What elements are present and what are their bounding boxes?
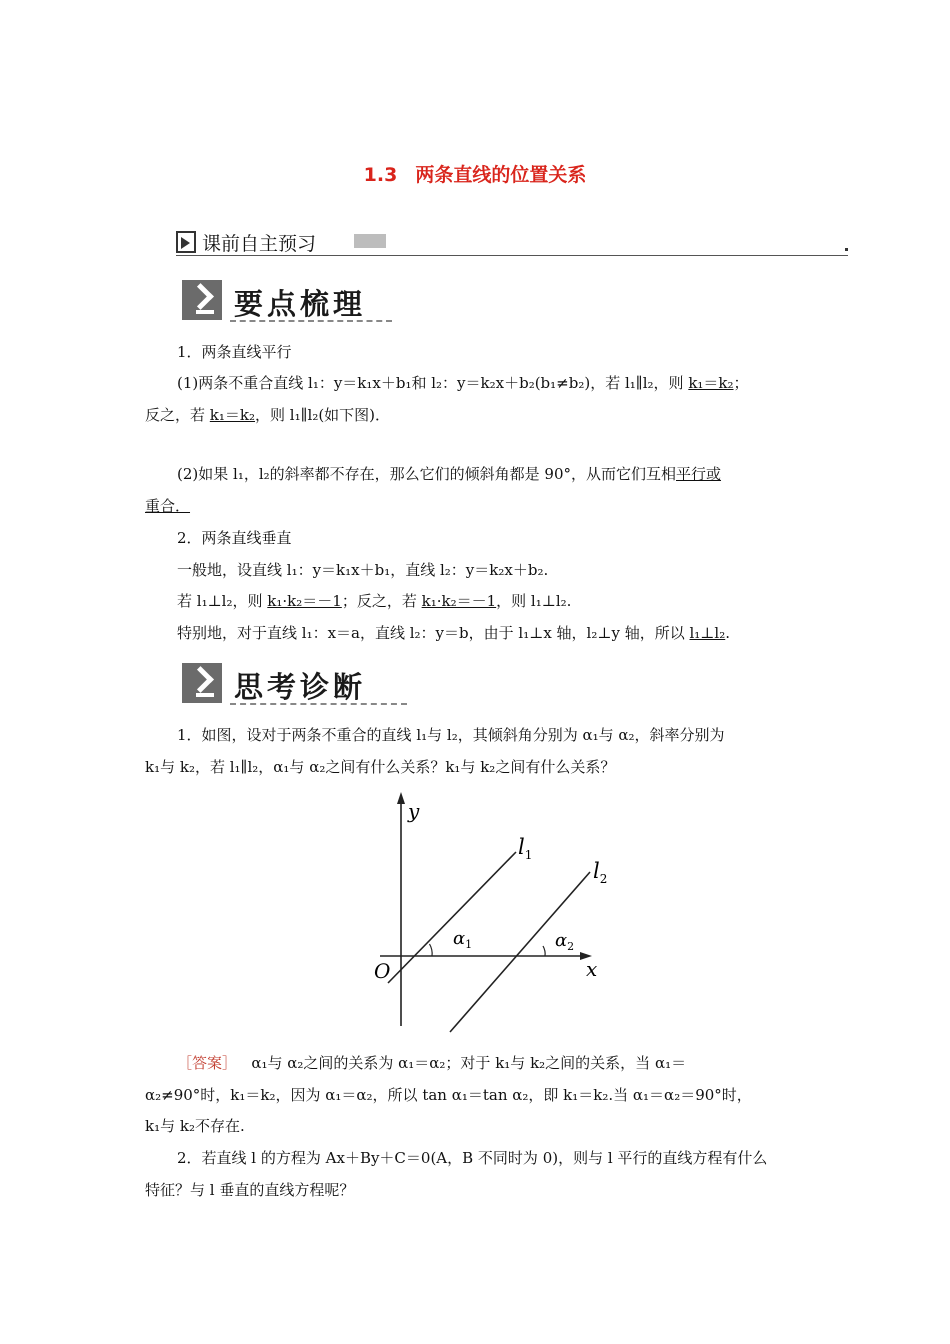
answer-blank: k₁＝k₂	[209, 406, 256, 424]
page-title	[0, 160, 950, 187]
parallel-p2-line2	[145, 495, 815, 517]
heading-dash-rule	[230, 703, 407, 705]
parallel-p1-line1: (1)两条不重合直线 l₁：y＝k₁x＋b₁和 l₂：y＝k₂x＋b₂(b₁≠b₂)，若 l₁∥l₂，则 k₁＝k₂；	[177, 374, 749, 392]
perp-line3: 特别地，对于直线 l₁：x＝a，直线 l₂：y＝b，由于 l₁⊥x 轴，l₂⊥y 轴，所以 l₁⊥l₂.	[177, 624, 731, 642]
answer-line2: α₂≠90°时，k₁＝k₂，因为 α₁＝α₂，所以 tan α₁＝tan α₂，即 k₁＝k₂.当 α₁＝α₂＝90°时，	[145, 1086, 752, 1104]
title-number: 1.3	[363, 164, 398, 186]
heading-thinking	[182, 663, 407, 707]
perp-line1: 一般地，设直线 l₁：y＝k₁x＋b₁，直线 l₂：y＝k₂x＋b₂.	[177, 561, 549, 579]
parallel-lines-figure	[360, 790, 610, 1035]
section-label: 课前自主预习	[202, 233, 317, 255]
answer-blank: k₁·k₂＝－1	[267, 592, 342, 610]
section-rule-end	[845, 248, 848, 251]
checkmark-box-icon	[182, 663, 222, 703]
title-text: 两条直线的位置关系	[415, 164, 587, 186]
answer-blank: 重合．	[145, 497, 191, 515]
heading-dash-rule	[230, 320, 392, 322]
angle-arc-a2	[543, 946, 545, 956]
heading-thinking-label: 思考诊断	[234, 670, 367, 704]
origin-label: O	[374, 959, 391, 983]
line-l1	[388, 852, 516, 983]
q2-line2: 特征？与 l 垂直的直线方程呢？	[145, 1181, 355, 1199]
y-axis-label: y	[408, 799, 420, 823]
arrow-box-icon	[176, 231, 196, 253]
answer-line3: k₁与 k₂不存在.	[145, 1117, 245, 1135]
perp-heading: 2．两条直线垂直	[177, 529, 292, 547]
section-bar	[176, 228, 848, 258]
q1-line1: 1．如图，设对于两条不重合的直线 l₁与 l₂，其倾斜角分别为 α₁与 α₂，斜率分别为	[177, 726, 725, 744]
section-bar-decoration	[354, 234, 386, 248]
l2-label: $l_2$	[593, 859, 608, 886]
x-axis-label: x	[586, 957, 598, 981]
answer-line1: ［答案］ α₁与 α₂之间的关系为 α₁＝α₂；对于 k₁与 k₂之间的关系，当 α₁＝	[177, 1054, 687, 1072]
answer-blank: l₁⊥l₂	[689, 624, 726, 642]
perp-line2: 若 l₁⊥l₂，则 k₁·k₂＝－1；反之，若 k₁·k₂＝－1，则 l₁⊥l₂.	[177, 592, 572, 610]
parallel-p1-line2: 反之，若 k₁＝k₂，则 l₁∥l₂(如下图)．	[145, 406, 391, 424]
parallel-heading: 1．两条直线平行	[177, 343, 292, 361]
heading-key-points-label: 要点梳理	[234, 287, 367, 321]
q2-line1: 2．若直线 l 的方程为 Ax＋By＋C＝0(A，B 不同时为 0)，则与 l 平行的直线方程有什么	[177, 1149, 768, 1167]
alpha2-label: $\alpha_2$	[555, 930, 575, 953]
answer-blank: k₁＝k₂	[688, 374, 734, 392]
l1-label: $l_1$	[518, 835, 533, 862]
section-rule	[176, 255, 848, 256]
q1-line2: k₁与 k₂，若 l₁∥l₂，α₁与 α₂之间有什么关系？k₁与 k₂之间有什么关系？	[145, 758, 616, 776]
answer-blank: 平行或	[676, 465, 722, 483]
answer-blank: k₁·k₂＝－1	[421, 592, 497, 610]
parallel-p2-line1: (2)如果 l₁，l₂的斜率都不存在，那么它们的倾斜角都是 90°，从而它们互相平行或	[177, 465, 722, 483]
alpha1-label: $\alpha_1$	[453, 928, 473, 951]
angle-arc-a1	[430, 944, 433, 956]
checkmark-box-icon	[182, 280, 222, 320]
heading-key-points	[182, 280, 392, 324]
answer-tag: ［答案］	[177, 1054, 238, 1072]
y-axis-arrow	[397, 792, 405, 804]
